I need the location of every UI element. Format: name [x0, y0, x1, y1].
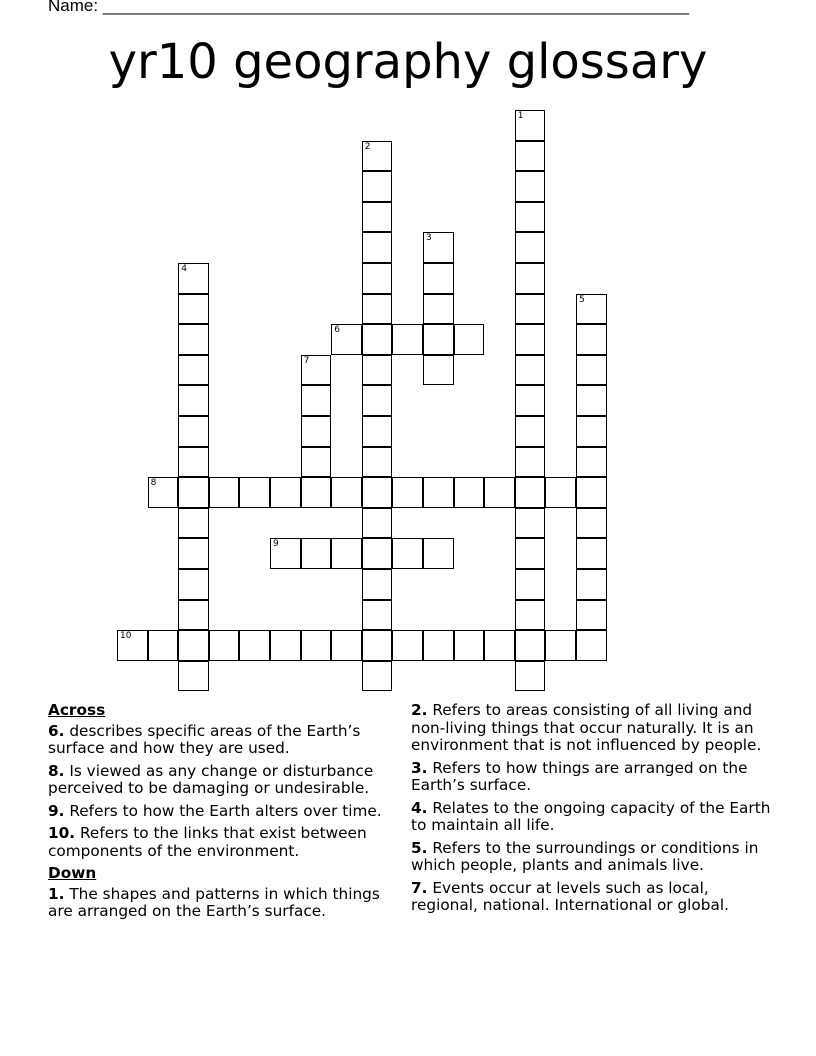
grid-cell[interactable] — [178, 447, 209, 478]
grid-cell[interactable] — [331, 538, 362, 569]
clue-down-2 — [411, 702, 771, 755]
grid-cell[interactable] — [515, 447, 546, 478]
clue-down-3 — [411, 760, 771, 795]
grid-cell[interactable] — [331, 630, 362, 661]
grid-cell[interactable] — [301, 477, 332, 508]
grid-cell[interactable] — [576, 600, 607, 631]
grid-cell[interactable] — [545, 477, 576, 508]
down-heading: Down — [48, 864, 97, 882]
grid-cell[interactable] — [515, 171, 546, 202]
grid-cell[interactable] — [301, 447, 332, 478]
grid-cell[interactable] — [362, 569, 393, 600]
cell-number: 5 — [579, 294, 585, 305]
grid-cell[interactable] — [270, 477, 301, 508]
cell-number: 4 — [181, 264, 187, 274]
clue-number: 1. — [48, 884, 65, 903]
grid-cell[interactable] — [392, 630, 423, 661]
grid-cell[interactable] — [362, 477, 393, 508]
grid-cell[interactable] — [515, 416, 546, 447]
grid-cell[interactable] — [576, 538, 607, 569]
grid-cell[interactable] — [423, 355, 454, 386]
grid-cell[interactable] — [423, 538, 454, 569]
clue-across-10 — [48, 825, 398, 860]
grid-cell[interactable] — [392, 477, 423, 508]
grid-cell[interactable] — [209, 630, 240, 661]
clue-down-1 — [48, 886, 398, 921]
grid-cell[interactable] — [362, 141, 393, 172]
grid-cell[interactable] — [178, 477, 209, 508]
cell-number: 10 — [120, 631, 132, 642]
grid-cell[interactable] — [117, 630, 148, 661]
clue-down-5 — [411, 840, 771, 875]
clue-across-8 — [48, 763, 398, 798]
grid-cell[interactable] — [239, 630, 270, 661]
grid-cell[interactable] — [515, 232, 546, 263]
grid-cell[interactable] — [515, 630, 546, 661]
grid-cell[interactable] — [515, 202, 546, 233]
grid-cell[interactable] — [515, 385, 546, 416]
clue-text: Refers to the links that exist between components of the environment. — [48, 824, 367, 860]
grid-cell[interactable] — [178, 630, 209, 661]
grid-cell[interactable] — [362, 447, 393, 478]
across-heading: Across — [48, 701, 106, 719]
grid-cell[interactable] — [515, 110, 546, 141]
grid-cell[interactable] — [423, 477, 454, 508]
grid-cell[interactable] — [178, 355, 209, 386]
grid-cell[interactable] — [301, 416, 332, 447]
grid-cell[interactable] — [301, 355, 332, 386]
grid-cell[interactable] — [239, 477, 270, 508]
name-field-label: Name: ______________________________________________________________ — [48, 0, 689, 15]
clue-number: 4. — [411, 798, 428, 817]
clue-text: Refers to how the Earth alters over time. — [64, 801, 382, 820]
grid-cell[interactable] — [576, 324, 607, 355]
clue-text: Refers to areas consisting of all living and non-living things that occur naturally. It is an environment that is not influenced by people. — [411, 701, 762, 754]
grid-cell[interactable] — [178, 385, 209, 416]
grid-cell[interactable] — [148, 477, 179, 508]
grid-cell[interactable] — [576, 477, 607, 508]
grid-cell[interactable] — [178, 538, 209, 569]
grid-cell[interactable] — [423, 294, 454, 325]
clue-across-6 — [48, 723, 398, 758]
clue-number: 8. — [48, 761, 65, 780]
grid-cell[interactable] — [576, 630, 607, 661]
grid-cell[interactable] — [362, 294, 393, 325]
grid-cell[interactable] — [454, 477, 485, 508]
clues-left-column — [48, 702, 398, 926]
grid-cell[interactable] — [178, 600, 209, 631]
grid-cell[interactable] — [270, 630, 301, 661]
clue-down-4 — [411, 800, 771, 835]
clue-number: 5. — [411, 838, 428, 857]
cell-number: 3 — [426, 233, 432, 244]
clue-number: 9. — [48, 801, 65, 820]
clue-down-7 — [411, 880, 771, 915]
grid-cell[interactable] — [515, 508, 546, 539]
grid-cell[interactable] — [515, 141, 546, 172]
grid-cell[interactable] — [576, 294, 607, 325]
grid-cell[interactable] — [362, 232, 393, 263]
clue-number: 10. — [48, 824, 76, 842]
cell-number: 2 — [364, 141, 371, 152]
grid-cell[interactable] — [301, 538, 332, 569]
clue-number: 6. — [48, 721, 65, 740]
grid-cell[interactable] — [178, 324, 209, 355]
clue-text: Relates to the ongoing capacity of the Earth to maintain all life. — [411, 798, 771, 834]
grid-cell[interactable] — [515, 538, 546, 569]
cell-number: 8 — [150, 478, 157, 489]
clue-text: The shapes and patterns in which things are arranged on the Earth’s surface. — [48, 884, 380, 920]
grid-cell[interactable] — [362, 263, 393, 294]
grid-cell[interactable] — [515, 661, 546, 692]
clue-number: 7. — [411, 878, 428, 897]
grid-cell[interactable] — [362, 171, 393, 202]
grid-cell[interactable] — [362, 355, 393, 386]
grid-cell[interactable] — [270, 538, 301, 569]
clue-number: 3. — [411, 758, 428, 777]
grid-cell[interactable] — [392, 324, 423, 355]
grid-cell[interactable] — [362, 661, 393, 692]
grid-cell[interactable] — [576, 447, 607, 478]
grid-cell[interactable] — [209, 477, 240, 508]
grid-cell[interactable] — [576, 569, 607, 600]
grid-cell[interactable] — [362, 630, 393, 661]
grid-cell[interactable] — [454, 324, 485, 355]
cell-number: 7 — [303, 355, 310, 366]
grid-cell[interactable] — [178, 569, 209, 600]
grid-cell[interactable] — [362, 416, 393, 447]
cell-number: 9 — [273, 539, 279, 550]
grid-cell[interactable] — [178, 416, 209, 447]
grid-cell[interactable] — [362, 600, 393, 631]
grid-cell[interactable] — [576, 385, 607, 416]
clue-number: 2. — [411, 701, 428, 719]
grid-cell[interactable] — [331, 477, 362, 508]
grid-cell[interactable] — [576, 416, 607, 447]
grid-cell[interactable] — [484, 630, 515, 661]
cell-number: 1 — [517, 111, 524, 121]
clue-text: Events occur at levels such as local, regional, national. International or global. — [411, 878, 729, 914]
grid-cell[interactable] — [423, 263, 454, 294]
grid-cell[interactable] — [362, 538, 393, 569]
cell-number: 6 — [334, 325, 340, 336]
grid-cell[interactable] — [515, 569, 546, 600]
grid-cell[interactable] — [392, 538, 423, 569]
grid-cell[interactable] — [301, 385, 332, 416]
grid-cell[interactable] — [515, 477, 546, 508]
page-title: yr10 geography glossary — [108, 34, 708, 90]
clues-right-column — [411, 702, 771, 920]
grid-cell[interactable] — [362, 202, 393, 233]
grid-cell[interactable] — [423, 630, 454, 661]
grid-cell[interactable] — [515, 600, 546, 631]
grid-cell[interactable] — [362, 508, 393, 539]
grid-cell[interactable] — [515, 324, 546, 355]
grid-cell[interactable] — [576, 355, 607, 386]
clue-text: Is viewed as any change or disturbance perceived to be damaging or undesirable. — [48, 761, 374, 797]
clue-text: Refers to the surroundings or conditions in which people, plants and animals live. — [411, 838, 759, 874]
grid-cell[interactable] — [178, 294, 209, 325]
grid-cell[interactable] — [454, 630, 485, 661]
grid-cell[interactable] — [301, 630, 332, 661]
grid-cell[interactable] — [423, 324, 454, 355]
grid-cell[interactable] — [331, 324, 362, 355]
grid-cell[interactable] — [423, 232, 454, 263]
grid-cell[interactable] — [515, 294, 546, 325]
clue-text: describes specific areas of the Earth’s surface and how they are used. — [48, 721, 361, 757]
clue-across-9 — [48, 803, 398, 821]
grid-cell[interactable] — [178, 508, 209, 539]
clue-text: Refers to how things are arranged on the Earth’s surface. — [411, 758, 748, 794]
grid-cell[interactable] — [362, 385, 393, 416]
grid-cell[interactable] — [515, 263, 546, 294]
grid-cell[interactable] — [178, 263, 209, 294]
grid-cell[interactable] — [484, 477, 515, 508]
grid-cell[interactable] — [515, 355, 546, 386]
grid-cell[interactable] — [545, 630, 576, 661]
grid-cell[interactable] — [178, 661, 209, 692]
grid-cell[interactable] — [148, 630, 179, 661]
grid-cell[interactable] — [576, 508, 607, 539]
grid-cell[interactable] — [362, 324, 393, 355]
